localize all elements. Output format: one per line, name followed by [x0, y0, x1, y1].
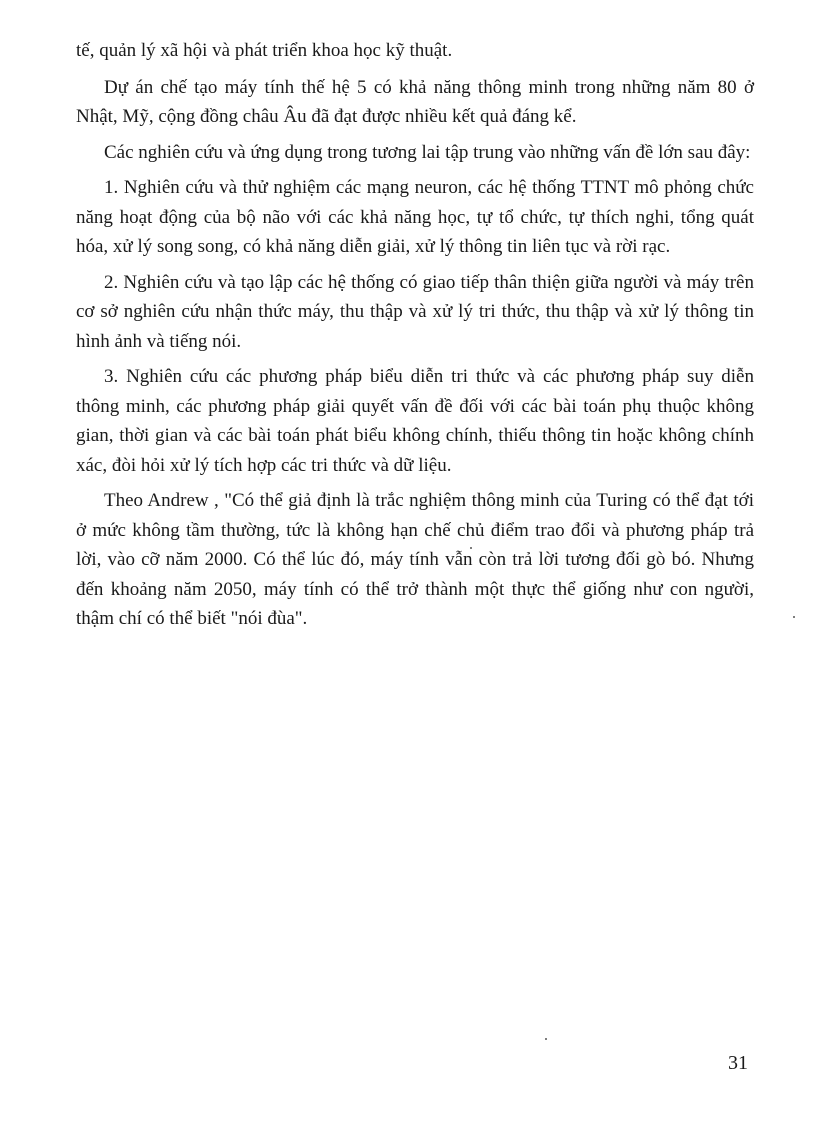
list-item-3: 3. Nghiên cứu các phương pháp biểu diễn tri thức và các phương pháp suy diễn thông minh, các phương pháp giải quyết vấn đề đối với các bài toán phụ thuộc không gian, thời gian và các bài toán phát biểu không chính, thiếu thông tin hoặc không chính xác, đòi hỏi xử lý tích hợp các tri thức và dữ liệu. — [76, 366, 754, 476]
paragraph-fifth-generation: Dự án chế tạo máy tính thế hệ 5 có khả năng thông minh trong những năm 80 ở Nhật, Mỹ, cộng đồng châu Âu đã đạt được nhiều kết quả đáng kể. — [76, 76, 754, 127]
page-body — [76, 36, 754, 640]
scan-speck — [793, 616, 795, 618]
paragraph-continuation: tế, quản lý xã hội và phát triển khoa học kỹ thuật. — [76, 40, 453, 61]
scan-speck — [545, 1038, 547, 1040]
paragraph-research-intro: Các nghiên cứu và ứng dụng trong tương lai tập trung vào những vấn đề lớn sau đây: — [104, 141, 751, 163]
list-item-1: 1. Nghiên cứu và thử nghiệm các mạng neuron, các hệ thống TTNT mô phỏng chức năng hoạt động của bộ não với các khả năng học, tự tổ chức, tự thích nghi, tổng quát hóa, xử lý song song, có khả năng diễn giải, xử lý thông tin liên tục và rời rạc. — [76, 177, 754, 257]
list-item-2: 2. Nghiên cứu và tạo lập các hệ thống có giao tiếp thân thiện giữa người và máy trên cơ sở nghiên cứu nhận thức máy, thu thập và xử lý tri thức, thu thập và xử lý thông tin hình ảnh và tiếng nói. — [76, 271, 754, 352]
scan-speck — [470, 547, 472, 549]
page-number: 31 — [728, 1052, 748, 1074]
paragraph-andrew-quote: Theo Andrew , "Có thể giả định là trắc nghiệm thông minh của Turing có thể đạt tới ở mức không tầm thường, tức là không hạn chế chủ điểm trao đổi và phương pháp trả lời, vào cỡ năm 2000. Có thể lúc đó, máy tính vẫn còn trả lời tương đối gò bó. Nhưng đến khoảng năm 2050, máy tính có thể trở thành một thực thể giống như con người, thậm chí có thể biết "nói đùa". — [76, 490, 754, 629]
